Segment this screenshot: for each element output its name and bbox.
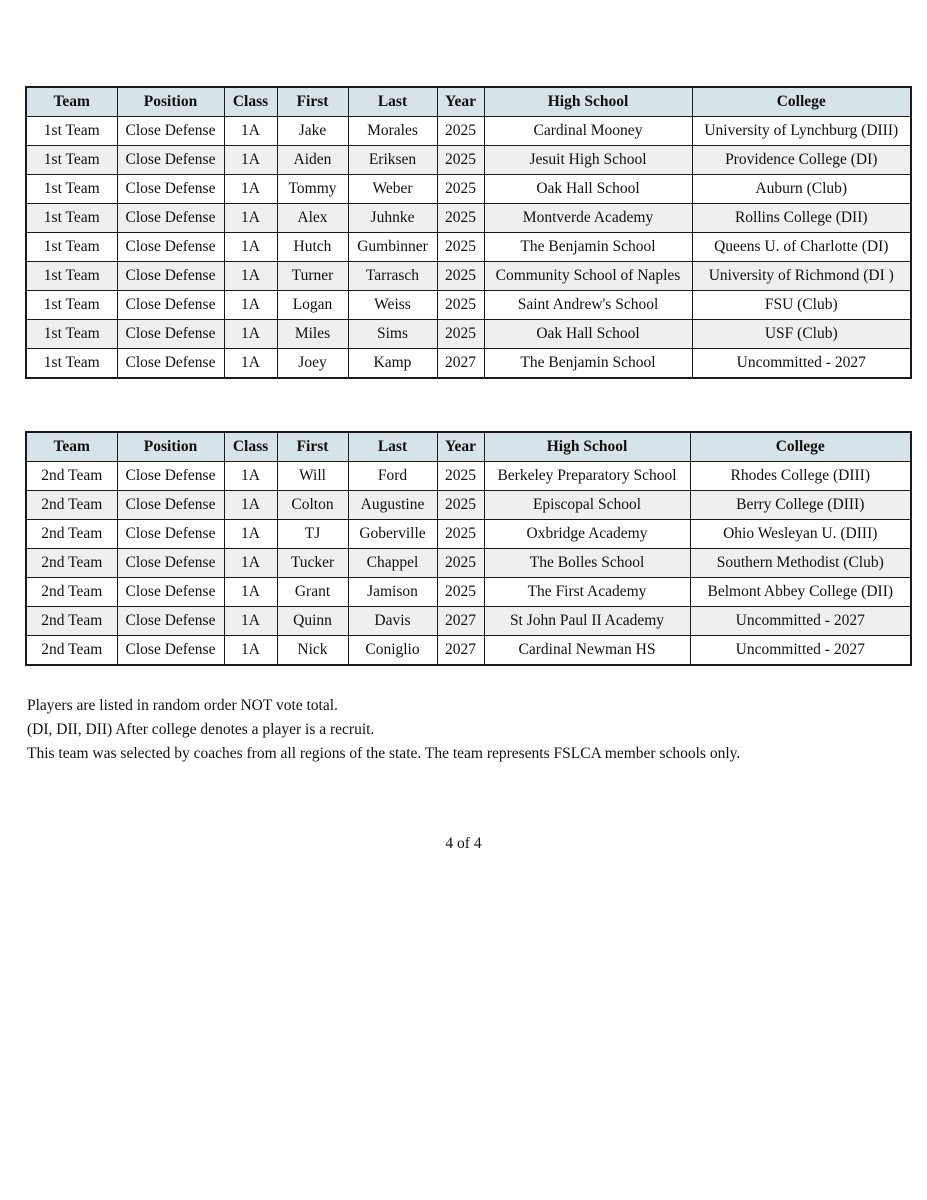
cell-class: 1A xyxy=(224,233,277,262)
cell-year: 2025 xyxy=(437,204,484,233)
cell-position: Close Defense xyxy=(117,320,224,349)
cell-year: 2025 xyxy=(437,462,484,491)
cell-class: 1A xyxy=(224,520,277,549)
table-row xyxy=(26,549,911,578)
cell-class: 1A xyxy=(224,578,277,607)
header-class: Class xyxy=(224,432,277,462)
cell-college: Berry College (DIII) xyxy=(690,491,911,520)
cell-first: Hutch xyxy=(277,233,348,262)
cell-class: 1A xyxy=(224,607,277,636)
table-row xyxy=(26,520,911,549)
cell-high-school: The Benjamin School xyxy=(484,233,692,262)
cell-position: Close Defense xyxy=(117,549,224,578)
cell-high-school: Saint Andrew's School xyxy=(484,291,692,320)
first-team-table xyxy=(25,86,912,379)
cell-class: 1A xyxy=(224,462,277,491)
cell-class: 1A xyxy=(224,491,277,520)
cell-college: University of Lynchburg (DIII) xyxy=(692,117,911,146)
cell-team: 1st Team xyxy=(26,291,117,320)
cell-class: 1A xyxy=(224,175,277,204)
cell-position: Close Defense xyxy=(117,204,224,233)
cell-team: 1st Team xyxy=(26,320,117,349)
cell-first: Turner xyxy=(277,262,348,291)
table-row xyxy=(26,204,911,233)
cell-position: Close Defense xyxy=(117,349,224,379)
cell-team: 2nd Team xyxy=(26,520,117,549)
cell-year: 2025 xyxy=(437,549,484,578)
cell-class: 1A xyxy=(224,349,277,379)
header-last: Last xyxy=(348,432,437,462)
table-row xyxy=(26,262,911,291)
cell-last: Eriksen xyxy=(348,146,437,175)
cell-team: 1st Team xyxy=(26,262,117,291)
header-team: Team xyxy=(26,432,117,462)
cell-position: Close Defense xyxy=(117,520,224,549)
cell-college: Rollins College (DII) xyxy=(692,204,911,233)
cell-first: Nick xyxy=(277,636,348,666)
header-first: First xyxy=(277,432,348,462)
cell-team: 1st Team xyxy=(26,233,117,262)
cell-first: Colton xyxy=(277,491,348,520)
cell-team: 2nd Team xyxy=(26,549,117,578)
cell-college: Southern Methodist (Club) xyxy=(690,549,911,578)
cell-year: 2025 xyxy=(437,578,484,607)
cell-last: Chappel xyxy=(348,549,437,578)
header-last: Last xyxy=(348,87,437,117)
cell-high-school: Oak Hall School xyxy=(484,320,692,349)
cell-first: Joey xyxy=(277,349,348,379)
cell-team: 2nd Team xyxy=(26,462,117,491)
cell-year: 2027 xyxy=(437,636,484,666)
cell-last: Weiss xyxy=(348,291,437,320)
cell-position: Close Defense xyxy=(117,462,224,491)
cell-last: Weber xyxy=(348,175,437,204)
cell-high-school: Montverde Academy xyxy=(484,204,692,233)
cell-college: FSU (Club) xyxy=(692,291,911,320)
note-random-order: Players are listed in random order NOT vote total. xyxy=(27,697,338,714)
cell-high-school: The Bolles School xyxy=(484,549,690,578)
cell-first: Grant xyxy=(277,578,348,607)
cell-position: Close Defense xyxy=(117,607,224,636)
cell-college: Queens U. of Charlotte (DI) xyxy=(692,233,911,262)
table-row xyxy=(26,117,911,146)
cell-class: 1A xyxy=(224,262,277,291)
cell-high-school: Jesuit High School xyxy=(484,146,692,175)
cell-high-school: Community School of Naples xyxy=(484,262,692,291)
header-high-school: High School xyxy=(484,87,692,117)
cell-position: Close Defense xyxy=(117,636,224,666)
page-number: 4 of 4 xyxy=(445,835,482,852)
cell-high-school: St John Paul II Academy xyxy=(484,607,690,636)
cell-team: 2nd Team xyxy=(26,636,117,666)
cell-year: 2025 xyxy=(437,233,484,262)
cell-high-school: Oak Hall School xyxy=(484,175,692,204)
header-position: Position xyxy=(117,432,224,462)
second-team-table xyxy=(25,431,912,666)
cell-last: Augustine xyxy=(348,491,437,520)
cell-high-school: Oxbridge Academy xyxy=(484,520,690,549)
cell-last: Davis xyxy=(348,607,437,636)
cell-first: Quinn xyxy=(277,607,348,636)
cell-class: 1A xyxy=(224,146,277,175)
cell-position: Close Defense xyxy=(117,291,224,320)
table-row xyxy=(26,233,911,262)
header-position: Position xyxy=(117,87,224,117)
cell-class: 1A xyxy=(224,291,277,320)
cell-last: Gumbinner xyxy=(348,233,437,262)
cell-year: 2025 xyxy=(437,520,484,549)
cell-college: Auburn (Club) xyxy=(692,175,911,204)
table-row xyxy=(26,578,911,607)
table-row xyxy=(26,291,911,320)
table-row xyxy=(26,491,911,520)
cell-team: 1st Team xyxy=(26,204,117,233)
cell-team: 1st Team xyxy=(26,349,117,379)
cell-first: Will xyxy=(277,462,348,491)
cell-position: Close Defense xyxy=(117,491,224,520)
cell-class: 1A xyxy=(224,549,277,578)
cell-year: 2025 xyxy=(437,262,484,291)
cell-college: University of Richmond (DI ) xyxy=(692,262,911,291)
header-year: Year xyxy=(437,432,484,462)
cell-position: Close Defense xyxy=(117,175,224,204)
cell-first: Tucker xyxy=(277,549,348,578)
cell-last: Morales xyxy=(348,117,437,146)
cell-last: Ford xyxy=(348,462,437,491)
cell-college: Uncommitted - 2027 xyxy=(690,607,911,636)
table-row xyxy=(26,320,911,349)
cell-year: 2025 xyxy=(437,320,484,349)
cell-last: Goberville xyxy=(348,520,437,549)
header-year: Year xyxy=(437,87,484,117)
cell-class: 1A xyxy=(224,320,277,349)
cell-first: Logan xyxy=(277,291,348,320)
cell-college: Belmont Abbey College (DII) xyxy=(690,578,911,607)
cell-class: 1A xyxy=(224,636,277,666)
cell-position: Close Defense xyxy=(117,146,224,175)
cell-college: Rhodes College (DIII) xyxy=(690,462,911,491)
header-high-school: High School xyxy=(484,432,690,462)
header-college: College xyxy=(690,432,911,462)
cell-college: USF (Club) xyxy=(692,320,911,349)
cell-college: Ohio Wesleyan U. (DIII) xyxy=(690,520,911,549)
header-team: Team xyxy=(26,87,117,117)
cell-class: 1A xyxy=(224,117,277,146)
note-selection: This team was selected by coaches from all regions of the state. The team represents FSLCA member schools only. xyxy=(27,745,741,762)
cell-first: Miles xyxy=(277,320,348,349)
cell-college: Uncommitted - 2027 xyxy=(690,636,911,666)
cell-team: 1st Team xyxy=(26,175,117,204)
cell-year: 2025 xyxy=(437,146,484,175)
cell-college: Providence College (DI) xyxy=(692,146,911,175)
header-row xyxy=(26,432,911,462)
cell-last: Jamison xyxy=(348,578,437,607)
cell-year: 2025 xyxy=(437,175,484,204)
cell-first: Alex xyxy=(277,204,348,233)
table-row xyxy=(26,146,911,175)
cell-year: 2025 xyxy=(437,491,484,520)
table-row xyxy=(26,607,911,636)
cell-first: Aiden xyxy=(277,146,348,175)
cell-year: 2025 xyxy=(437,117,484,146)
header-row xyxy=(26,87,911,117)
table-row xyxy=(26,636,911,666)
cell-team: 2nd Team xyxy=(26,491,117,520)
cell-team: 1st Team xyxy=(26,117,117,146)
cell-college: Uncommitted - 2027 xyxy=(692,349,911,379)
table-row xyxy=(26,462,911,491)
cell-first: Jake xyxy=(277,117,348,146)
cell-year: 2027 xyxy=(437,607,484,636)
cell-high-school: Berkeley Preparatory School xyxy=(484,462,690,491)
header-first: First xyxy=(277,87,348,117)
cell-position: Close Defense xyxy=(117,262,224,291)
cell-high-school: Cardinal Newman HS xyxy=(484,636,690,666)
cell-first: TJ xyxy=(277,520,348,549)
header-college: College xyxy=(692,87,911,117)
table-row xyxy=(26,175,911,204)
cell-position: Close Defense xyxy=(117,578,224,607)
cell-position: Close Defense xyxy=(117,117,224,146)
cell-high-school: The First Academy xyxy=(484,578,690,607)
notes-block xyxy=(27,694,827,766)
cell-team: 1st Team xyxy=(26,146,117,175)
cell-last: Coniglio xyxy=(348,636,437,666)
cell-last: Tarrasch xyxy=(348,262,437,291)
cell-high-school: The Benjamin School xyxy=(484,349,692,379)
cell-year: 2027 xyxy=(437,349,484,379)
cell-class: 1A xyxy=(224,204,277,233)
cell-high-school: Episcopal School xyxy=(484,491,690,520)
cell-position: Close Defense xyxy=(117,233,224,262)
cell-last: Sims xyxy=(348,320,437,349)
cell-team: 2nd Team xyxy=(26,578,117,607)
cell-last: Juhnke xyxy=(348,204,437,233)
cell-team: 2nd Team xyxy=(26,607,117,636)
cell-high-school: Cardinal Mooney xyxy=(484,117,692,146)
cell-first: Tommy xyxy=(277,175,348,204)
note-recruit-legend: (DI, DII, DII) After college denotes a player is a recruit. xyxy=(27,721,375,738)
table-row xyxy=(26,349,911,379)
cell-year: 2025 xyxy=(437,291,484,320)
header-class: Class xyxy=(224,87,277,117)
cell-last: Kamp xyxy=(348,349,437,379)
